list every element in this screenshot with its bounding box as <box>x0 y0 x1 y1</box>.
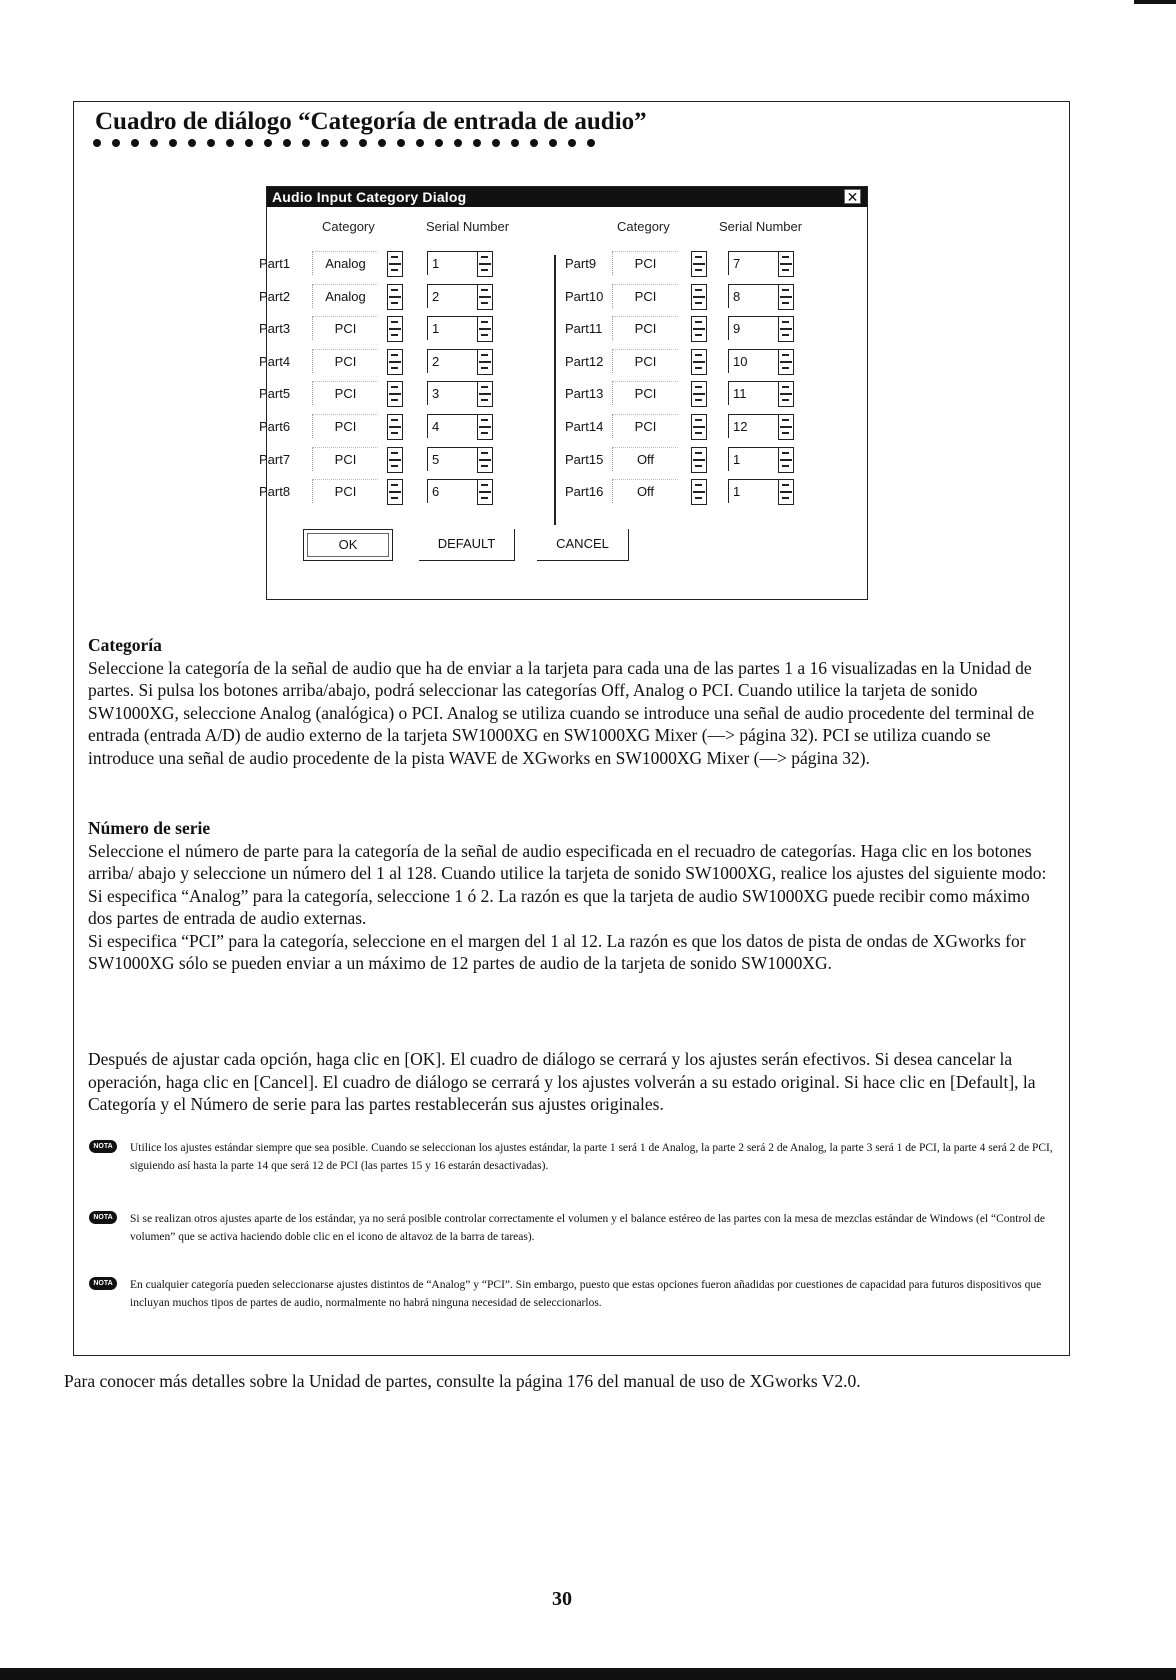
close-icon[interactable]: ✕ <box>844 189 861 204</box>
dot <box>169 139 177 147</box>
spin-up-icon[interactable] <box>481 289 488 291</box>
spin-up-icon[interactable] <box>782 321 789 323</box>
spin-up-icon[interactable] <box>782 484 789 486</box>
numero-serie-section <box>88 817 1050 975</box>
spin-down-icon[interactable] <box>782 465 789 467</box>
serial-number-field[interactable]: 4 <box>427 414 479 438</box>
spin-down-icon[interactable] <box>782 269 789 271</box>
part-label: Part7 <box>259 452 291 467</box>
numero-serie-text-3: Si especifica “PCI” para la categoría, seleccione en el margen del 1 al 12. La razón es que los datos de pista de ondas de XGworks for SW1000XG sólo se pueden enviar a un máximo de 12 partes de audio de la tarjeta de sonido SW1000XG. <box>88 930 1026 973</box>
category-spinner[interactable] <box>387 316 403 342</box>
spin-down-icon[interactable] <box>695 302 702 304</box>
category-spinner[interactable] <box>691 479 707 505</box>
category-spinner[interactable] <box>387 284 403 310</box>
part-label: Part3 <box>259 321 291 336</box>
numero-serie-text-1: Seleccione el número de parte para la categoría de la señal de audio especificada en el recuadro de categorías. Haga clic en los botones arriba/ abajo y seleccione un número del 1 al 128. Cuando utilice la tarjeta de sonido SW1000XG, realice los ajustes del siguiente modo: <box>88 840 1047 883</box>
category-field[interactable]: PCI <box>312 381 378 405</box>
spin-up-icon[interactable] <box>782 419 789 421</box>
category-spinner[interactable] <box>691 284 707 310</box>
serial-number-field[interactable]: 8 <box>728 284 780 308</box>
spin-down-icon[interactable] <box>481 334 488 336</box>
category-field[interactable]: Off <box>612 447 678 471</box>
spin-up-icon[interactable] <box>782 452 789 454</box>
serial-spinner[interactable] <box>477 284 493 310</box>
spin-down-icon[interactable] <box>391 432 398 434</box>
spin-up-icon[interactable] <box>391 354 398 356</box>
section-title: Cuadro de diálogo “Categoría de entrada de audio” <box>95 108 647 135</box>
spin-up-icon[interactable] <box>391 289 398 291</box>
serial-spinner[interactable] <box>477 479 493 505</box>
dotted-rule <box>93 139 595 147</box>
spin-up-icon[interactable] <box>481 386 488 388</box>
serial-number-field[interactable]: 1 <box>427 316 479 340</box>
spin-down-icon[interactable] <box>391 334 398 336</box>
spin-down-icon[interactable] <box>695 367 702 369</box>
part-label: Part12 <box>565 354 604 369</box>
footer-text: Para conocer más detalles sobre la Unidad de partes, consulte la página 176 del manual de uso de XGworks V2.0. <box>64 1371 861 1391</box>
dot <box>112 139 120 147</box>
spin-down-icon[interactable] <box>481 432 488 434</box>
part-label: Part9 <box>565 256 597 271</box>
spin-down-icon[interactable] <box>481 302 488 304</box>
part-label: Part13 <box>565 386 604 401</box>
dot <box>131 139 139 147</box>
spin-up-icon[interactable] <box>391 452 398 454</box>
serial-spinner[interactable] <box>477 251 493 277</box>
nota-icon: NOTA <box>89 1211 117 1224</box>
page-number: 30 <box>552 1588 572 1610</box>
spin-down-icon[interactable] <box>391 465 398 467</box>
nota-icon: NOTA <box>89 1277 117 1290</box>
serial-number-field[interactable]: 11 <box>728 381 780 405</box>
category-header-right: Category <box>617 219 670 234</box>
spin-down-icon[interactable] <box>481 497 488 499</box>
dot <box>511 139 519 147</box>
part-label: Part6 <box>259 419 291 434</box>
spin-down-icon[interactable] <box>695 269 702 271</box>
spin-down-icon[interactable] <box>481 465 488 467</box>
dot <box>435 139 443 147</box>
serial-spinner[interactable] <box>778 479 794 505</box>
spin-up-icon[interactable] <box>695 419 702 421</box>
serial-spinner[interactable] <box>778 316 794 342</box>
serial-spinner[interactable] <box>477 349 493 375</box>
dot <box>340 139 348 147</box>
spin-down-icon[interactable] <box>782 432 789 434</box>
dot <box>530 139 538 147</box>
audio-input-category-dialog <box>259 186 868 600</box>
cancel-button[interactable]: CANCEL <box>537 529 629 561</box>
category-header-left: Category <box>322 219 375 234</box>
category-field[interactable]: Analog <box>312 251 378 275</box>
spin-down-icon[interactable] <box>695 399 702 401</box>
part-label: Part2 <box>259 289 291 304</box>
dot <box>321 139 329 147</box>
spin-up-icon[interactable] <box>695 289 702 291</box>
spin-down-icon[interactable] <box>695 432 702 434</box>
category-field[interactable]: PCI <box>612 349 678 373</box>
category-spinner[interactable] <box>691 381 707 407</box>
spin-up-icon[interactable] <box>782 386 789 388</box>
serial-number-field[interactable]: 1 <box>728 479 780 503</box>
part-label: Part14 <box>565 419 604 434</box>
serial-spinner[interactable] <box>778 414 794 440</box>
serial-number-field[interactable]: 10 <box>728 349 780 373</box>
spin-up-icon[interactable] <box>391 386 398 388</box>
spin-up-icon[interactable] <box>481 256 488 258</box>
category-field[interactable]: PCI <box>312 316 378 340</box>
category-field[interactable]: PCI <box>612 316 678 340</box>
spin-down-icon[interactable] <box>782 497 789 499</box>
serial-number-field[interactable]: 9 <box>728 316 780 340</box>
serial-spinner[interactable] <box>477 316 493 342</box>
dot <box>207 139 215 147</box>
bottom-bar <box>0 1668 1176 1680</box>
spin-up-icon[interactable] <box>782 289 789 291</box>
dot <box>416 139 424 147</box>
dot <box>492 139 500 147</box>
spin-up-icon[interactable] <box>695 452 702 454</box>
serial-spinner[interactable] <box>778 349 794 375</box>
serial-spinner[interactable] <box>778 381 794 407</box>
dialog-body <box>259 207 867 599</box>
dot <box>587 139 595 147</box>
serial-header-left: Serial Number <box>426 219 510 234</box>
spin-down-icon[interactable] <box>695 497 702 499</box>
category-field[interactable]: PCI <box>312 479 378 503</box>
spin-down-icon[interactable] <box>695 465 702 467</box>
serial-number-field[interactable]: 12 <box>728 414 780 438</box>
category-field[interactable]: PCI <box>612 381 678 405</box>
default-button[interactable]: DEFAULT <box>419 529 515 561</box>
dialog-title: Audio Input Category Dialog <box>272 189 467 205</box>
spin-down-icon[interactable] <box>782 302 789 304</box>
category-spinner[interactable] <box>691 349 707 375</box>
spin-down-icon[interactable] <box>391 302 398 304</box>
dialog-titlebar <box>267 187 867 207</box>
spin-up-icon[interactable] <box>391 419 398 421</box>
spin-up-icon[interactable] <box>481 419 488 421</box>
spin-up-icon[interactable] <box>695 386 702 388</box>
category-field[interactable]: PCI <box>612 251 678 275</box>
spin-up-icon[interactable] <box>391 484 398 486</box>
category-spinner[interactable] <box>691 447 707 473</box>
spin-down-icon[interactable] <box>391 269 398 271</box>
spin-down-icon[interactable] <box>782 399 789 401</box>
spin-up-icon[interactable] <box>391 256 398 258</box>
category-spinner[interactable] <box>387 251 403 277</box>
spin-up-icon[interactable] <box>481 321 488 323</box>
part-label: Part15 <box>565 452 604 467</box>
spin-down-icon[interactable] <box>391 497 398 499</box>
dot <box>549 139 557 147</box>
spin-down-icon[interactable] <box>391 367 398 369</box>
serial-spinner[interactable] <box>477 447 493 473</box>
spin-up-icon[interactable] <box>782 256 789 258</box>
despues-text: Después de ajustar cada opción, haga clic en [OK]. El cuadro de diálogo se cerrará y los ajustes serán efectivos. Si desea cancelar la operación, haga clic en [Cancel]. El cuadro de diálogo se cerrará y los ajustes volverán a su estado original. Si hace clic en [Default], la Categoría y el Número de serie para las partes restablecerán sus ajustes originales. <box>88 1049 1036 1114</box>
spin-down-icon[interactable] <box>695 334 702 336</box>
corner-mark <box>1134 0 1176 4</box>
categoria-heading: Categoría <box>88 635 162 655</box>
nota-icon: NOTA <box>89 1140 117 1153</box>
spin-up-icon[interactable] <box>695 256 702 258</box>
serial-spinner[interactable] <box>477 381 493 407</box>
dot <box>188 139 196 147</box>
dot <box>245 139 253 147</box>
serial-number-field[interactable]: 5 <box>427 447 479 471</box>
serial-spinner[interactable] <box>477 414 493 440</box>
note-text: Si se realizan otros ajustes aparte de los estándar, ya no será posible controlar correctamente el volumen y el balance estéreo de las partes con la mesa de mezclas estándar de Windows (el “Control de volumen” que se activa haciendo doble clic en el icono de altavoz de la barra de tareas). <box>130 1213 1045 1243</box>
dot <box>454 139 462 147</box>
serial-number-field[interactable]: 2 <box>427 349 479 373</box>
ok-button[interactable]: OK <box>303 529 393 561</box>
spin-up-icon[interactable] <box>481 484 488 486</box>
part-label: Part11 <box>565 321 603 336</box>
dot <box>283 139 291 147</box>
column-divider <box>554 255 556 525</box>
part-label: Part1 <box>259 256 291 271</box>
spin-up-icon[interactable] <box>481 354 488 356</box>
category-spinner[interactable] <box>387 414 403 440</box>
spin-down-icon[interactable] <box>481 367 488 369</box>
serial-number-field[interactable]: 3 <box>427 381 479 405</box>
category-spinner[interactable] <box>691 316 707 342</box>
categoria-text: Seleccione la categoría de la señal de audio que ha de enviar a la tarjeta para cada una de las partes 1 a 16 visualizadas en la Unidad de partes. Si pulsa los botones arriba/abajo, podrá seleccionar las categorías Off, Analog o PCI. Cuando utilice la tarjeta de sonido SW1000XG, seleccione Analog (analógica) o PCI. Analog se utiliza cuando se introduce una señal de audio procedente del terminal de entrada (entrada A/D) de audio externo de la tarjeta SW1000XG en SW1000XG Mixer (—> página 32). PCI se utiliza cuando se introduce una señal de audio procedente de la pista WAVE de XGworks en SW1000XG Mixer (—> página 32). <box>88 657 1035 768</box>
numero-serie-text-2: Si especifica “Analog” para la categoría, seleccione 1 ó 2. La razón es que la tarjeta de audio SW1000XG puede recibir como máximo dos partes de entrada de audio externas. <box>88 885 1030 928</box>
dot <box>359 139 367 147</box>
serial-header-right: Serial Number <box>719 219 803 234</box>
spin-down-icon[interactable] <box>782 367 789 369</box>
category-spinner[interactable] <box>387 349 403 375</box>
category-field[interactable]: PCI <box>312 447 378 471</box>
dot <box>568 139 576 147</box>
category-field[interactable]: PCI <box>612 284 678 308</box>
spin-up-icon[interactable] <box>695 484 702 486</box>
note-text: Utilice los ajustes estándar siempre que sea posible. Cuando se seleccionan los ajustes estándar, la parte 1 será 1 de Analog, la parte 2 será 2 de Analog, la parte 3 será 1 de PCI, la parte 4 será 2 de PCI, siguiendo así hasta la parte 14 que será 12 de PCI (las partes 15 y 16 estarán desactivadas). <box>130 1142 1053 1172</box>
dot <box>378 139 386 147</box>
part-label: Part8 <box>259 484 291 499</box>
category-field[interactable]: PCI <box>612 414 678 438</box>
note-2 <box>89 1210 1054 1246</box>
part-label: Part5 <box>259 386 291 401</box>
spin-down-icon[interactable] <box>481 399 488 401</box>
spin-up-icon[interactable] <box>695 321 702 323</box>
dot <box>397 139 405 147</box>
note-1 <box>89 1139 1054 1175</box>
spin-down-icon[interactable] <box>782 334 789 336</box>
spin-down-icon[interactable] <box>391 399 398 401</box>
serial-spinner[interactable] <box>778 284 794 310</box>
serial-number-field[interactable]: 7 <box>728 251 780 275</box>
spin-up-icon[interactable] <box>391 321 398 323</box>
category-field[interactable]: PCI <box>312 349 378 373</box>
serial-number-field[interactable]: 1 <box>427 251 479 275</box>
dot <box>264 139 272 147</box>
serial-number-field[interactable]: 6 <box>427 479 479 503</box>
dot <box>150 139 158 147</box>
part-label: Part16 <box>565 484 604 499</box>
category-spinner[interactable] <box>691 251 707 277</box>
note-3 <box>89 1276 1054 1312</box>
category-field[interactable]: Analog <box>312 284 378 308</box>
numero-serie-heading: Número de serie <box>88 818 211 838</box>
serial-spinner[interactable] <box>778 447 794 473</box>
spin-up-icon[interactable] <box>481 452 488 454</box>
dot <box>226 139 234 147</box>
category-spinner[interactable] <box>691 414 707 440</box>
spin-down-icon[interactable] <box>481 269 488 271</box>
category-field[interactable]: PCI <box>312 414 378 438</box>
serial-spinner[interactable] <box>778 251 794 277</box>
serial-number-field[interactable]: 1 <box>728 447 780 471</box>
category-spinner[interactable] <box>387 479 403 505</box>
part-label: Part10 <box>565 289 604 304</box>
note-text: En cualquier categoría pueden seleccionarse ajustes distintos de “Analog” y “PCI”. Sin embargo, puesto que estas opciones fueron añadidas por cuestiones de capacidad para futuros dispositivos que incluyan muchos tipos de partes de audio, normalmente no habrá ninguna necesidad de seleccionarlos. <box>130 1279 1042 1309</box>
dot <box>302 139 310 147</box>
dot <box>473 139 481 147</box>
categoria-section <box>88 634 1050 769</box>
spin-up-icon[interactable] <box>782 354 789 356</box>
category-field[interactable]: Off <box>612 479 678 503</box>
category-spinner[interactable] <box>387 447 403 473</box>
part-label: Part4 <box>259 354 291 369</box>
spin-up-icon[interactable] <box>695 354 702 356</box>
category-spinner[interactable] <box>387 381 403 407</box>
dot <box>93 139 101 147</box>
serial-number-field[interactable]: 2 <box>427 284 479 308</box>
